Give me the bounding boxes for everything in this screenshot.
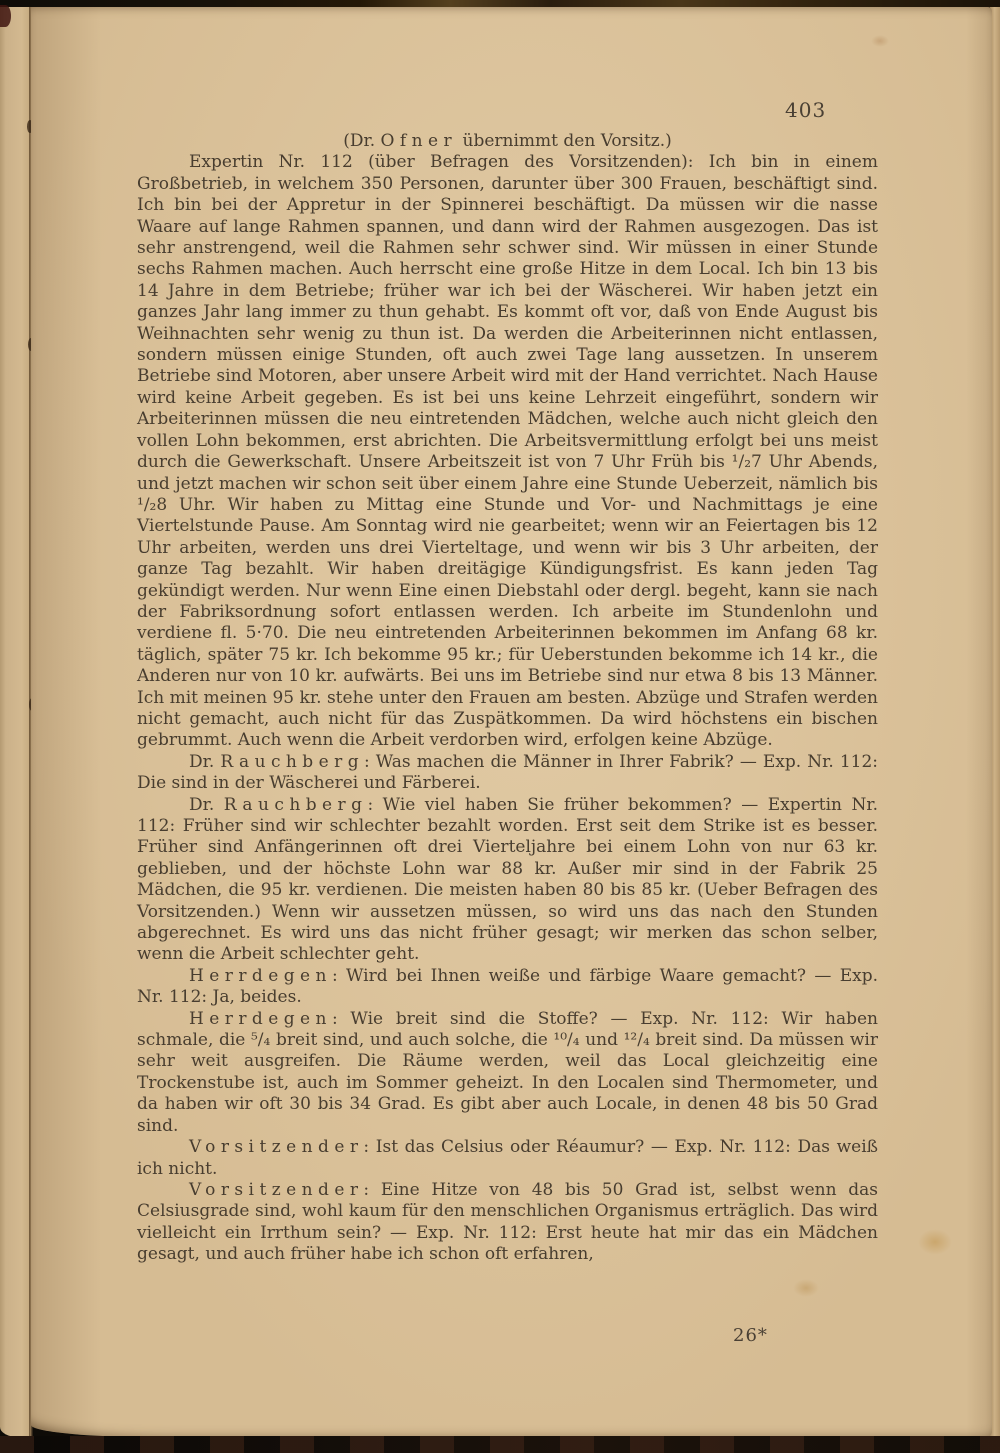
signature-mark: 26* <box>733 1325 768 1346</box>
paragraph-text: Dr. <box>189 794 224 815</box>
paragraph-text: : Wie breit sind die Stoffe? — Exp. Nr. 112: Wir haben schmale, die ⁵/₄ breit sind, und auch solche, die ¹⁰/₄ und ¹²/₄ breit sind. Da müssen wir sehr weit ausgreifen. Die Räume werden, weil das Local gleichzeitig eine Trockenstube ist, auch im Sommer geheizt. In den Localen sind Thermometer, und da haben wir oft 30 bis 34 Grad. Es gibt aber auch Locale, in denen 48 bis 50 Grad sind. <box>137 1008 878 1136</box>
paragraph-text: übernimmt den Vorsitz.) <box>457 131 672 151</box>
paper-stain <box>793 1279 819 1297</box>
scan-top-edge <box>0 0 1000 7</box>
paragraph <box>137 1137 878 1180</box>
paragraph <box>137 752 878 795</box>
scan-bottom-edge <box>0 1436 1000 1453</box>
binding-corner-mark <box>0 5 11 27</box>
paragraph <box>137 1009 878 1137</box>
speaker-name: Vorsitzender <box>189 1137 364 1158</box>
paragraph-text: : Eine Hitze von 48 bis 50 Grad ist, selbst wenn das Celsiusgrade sind, wohl kaum für den menschlichen Organismus erträglich. Das wird vielleicht ein Irrthum sein? — Exp. Nr. 112: Erst heute hat mir das ein Mädchen gesagt, und auch früher habe ich schon oft erfahren, <box>137 1179 878 1265</box>
text-block <box>137 131 878 1266</box>
paragraph-text: Expertin Nr. 112 (über Befragen des Vorsitzenden): Ich bin in einem Großbetrieb, in welchem 350 Personen, darunter über 300 Frauen, beschäftigt sind. Ich bin bei der Appretur in der Spinnerei beschäftigt. Da müssen wir die nasse Waare auf lange Rahmen spannen, und dann wird der Rahmen ausgezogen. Das ist sehr anstrengend, weil die Rahmen sehr schwer sind. Wir müssen in einer Stunde sechs Rahmen machen. Auch herrscht eine große Hitze in dem Local. Ich bin 13 bis 14 Jahre in dem Betriebe; früher war ich bei der Wäscherei. Wir haben jetzt ein ganzes Jahr lang immer zu thun gehabt. Es kommt oft vor, daß von Ende August bis Weihnachten sehr wenig zu thun ist. Da werden die Arbeiterinnen nicht entlassen, sondern müssen einige Stunden, oft auch zwei Tage lang aussetzen. In unserem Betriebe sind Motoren, aber unsere Arbeit wird mit der Hand verrichtet. Nach Hause wird keine Arbeit gegeben. Es ist bei uns keine Lehrzeit eingeführt, sondern wir Arbeiterinnen müssen die neu eintretenden Mädchen, welche auch nicht gleich den vollen Lohn bekommen, erst abrichten. Die Arbeitsvermittlung erfolgt bei uns meist durch die Gewerkschaft. Unsere Arbeitszeit ist von 7 Uhr Früh bis ¹/₂7 Uhr Abends, und jetzt machen wir schon seit über einem Jahre eine Stunde Ueberzeit, nämlich bis ¹/₂8 Uhr. Wir haben zu Mittag eine Stunde und Vor- und Nachmittags je eine Viertelstunde Pause. Am Sonntag wird nie gearbeitet; wenn wir an Feiertagen bis 12 Uhr arbeiten, werden uns drei Vierteltage, und wenn wir bis 3 Uhr arbeiten, der ganze Tag bezahlt. Wir haben dreitägige Kündigungsfrist. Es kann jeden Tag gekündigt werden. Nur wenn Eine einen Diebstahl oder dergl. begeht, kann sie nach der Fabriksordnung sofort entlassen werden. Ich arbeite im Stundenlohn und verdiene fl. 5·70. Die neu eintretenden Arbeiterinnen bekommen im Anfang 68 kr. täglich, später 75 kr. Ich bekomme 95 kr.; für Ueberstunden bekomme ich 14 kr., die Anderen nur von 10 kr. aufwärts. Bei uns im Betriebe sind nur etwa 8 bis 13 Männer. Ich mit meinen 95 kr. stehe unter den Frauen am besten. Abzüge und Strafen werden nicht gemacht, auch nicht für das Zuspätkommen. Da wird höchstens ein bischen gebrummt. Auch wenn die Arbeit verdorben wird, erfolgen keine Abzüge. <box>137 152 878 751</box>
paragraph-text: : Wie viel haben Sie früher bekommen? — Expertin Nr. 112: Früher sind wir schlechter bezahlt worden. Erst seit dem Strike ist es besser. Früher sind Anfängerinnen oft drei Vierteljahre bei einem Lohn von nur 63 kr. geblieben, und der höchste Lohn war 88 kr. Außer mir sind in der Fabrik 25 Mädchen, die 95 kr. verdienen. Die meisten haben 80 bis 85 kr. (Ueber Befragen des Vorsitzenden.) Wenn wir aussetzen müssen, so wird uns das nach den Stunden abgerechnet. Es wird uns das nicht früher gesagt; wir merken das schon selber, wenn die Arbeit schlechter geht. <box>137 794 878 965</box>
speaker-name: Rauchberg <box>220 751 365 772</box>
paragraph-text: (Dr. <box>343 131 381 151</box>
paragraph-text: : Was machen die Männer in Ihrer Fabrik? — Exp. Nr. 112: Die sind in der Wäscherei und Färberei. <box>137 751 878 794</box>
paragraph <box>137 131 878 152</box>
speaker-name: Herrdegen <box>189 1008 332 1029</box>
speaker-name: Vorsitzender <box>189 1179 364 1200</box>
previous-page-edge <box>0 7 31 1437</box>
speaker-name: Herrdegen <box>189 965 332 986</box>
paragraph-text: Dr. <box>189 751 221 772</box>
paragraph-text: : Ist das Celsius oder Réaumur? — Exp. Nr. 112: Das weiß ich nicht. <box>137 1137 878 1179</box>
paper-stain <box>871 35 889 47</box>
book-page <box>31 7 992 1438</box>
paper-stain <box>918 1229 952 1255</box>
paragraph <box>137 966 878 1009</box>
paragraph-text: : Wird bei Ihnen weiße und färbige Waare gemacht? — Exp. Nr. 112: Ja, beides. <box>137 965 878 1008</box>
paragraph <box>137 795 878 966</box>
paragraph <box>137 152 878 751</box>
page-number: 403 <box>785 98 827 122</box>
speaker-name: Rauchberg <box>223 794 368 815</box>
speaker-name: Ofner <box>380 131 458 151</box>
paragraph <box>137 1180 878 1266</box>
